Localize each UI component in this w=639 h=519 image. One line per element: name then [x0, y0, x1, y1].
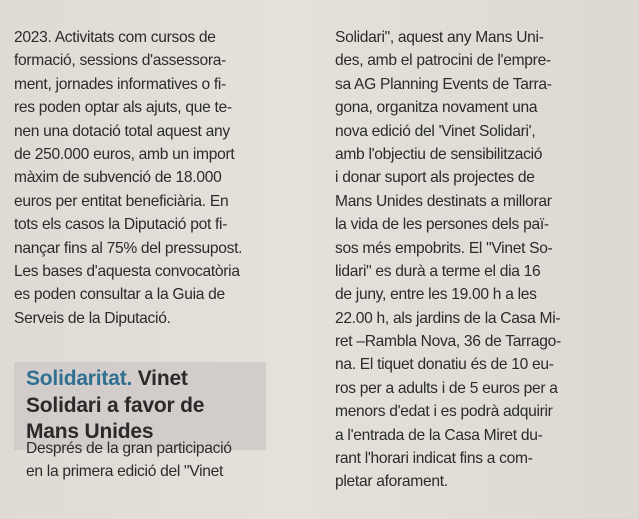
text-line: la vida de les persones dels paï- [335, 216, 549, 234]
article-headline [26, 366, 204, 446]
text-line: nova edició del 'Vinet Solidari', [335, 122, 536, 140]
text-line: ment, jornades informatives o fi- [14, 75, 226, 93]
text-line: màxim de subvenció de 18.000 [14, 169, 222, 187]
right-column-paragraph [335, 26, 631, 494]
headline-line [26, 366, 204, 393]
text-line: na. El tiquet donatiu és de 10 eu- [335, 356, 554, 374]
text-line: pletar aforament. [335, 473, 448, 491]
text-line: Serveis de la Diputació. [14, 309, 171, 327]
text-line: des, amb el patrocini de l'empre- [335, 52, 551, 70]
text-line: Després de la gran participació [26, 440, 232, 457]
headline-line: Solidari a favor de [26, 393, 205, 417]
text-line: ros per a adults i de 5 euros per a [335, 379, 558, 397]
text-line: en la primera edició del "Vinet [26, 463, 224, 481]
text-line: de 250.000 euros, amb un import [14, 145, 235, 163]
text-line: rant l'horari indicat fins a com- [335, 450, 533, 468]
text-line: es poden consultar a la Guia de [14, 286, 225, 304]
text-line: i donar suport als projectes de [335, 169, 535, 187]
text-line: a l'entrada de la Casa Miret du- [335, 426, 543, 444]
text-line: de juny, entre les 19.00 h a les [335, 286, 537, 304]
text-line: 2023. Activitats com cursos de [14, 29, 216, 46]
text-line: euros per entitat beneficiària. En [14, 192, 229, 210]
text-line: Les bases d'aquesta convocatòria [14, 262, 240, 280]
text-line: res poden optar als ajuts, que te- [14, 99, 232, 117]
text-line: lidari" es durà a terme el dia 16 [335, 262, 541, 280]
text-line: Solidari", aquest any Mans Uni- [335, 29, 544, 46]
text-line: 22.00 h, als jardins de la Casa Mi- [335, 309, 561, 327]
headline-text: Vinet [132, 367, 188, 390]
text-line: formació, sessions d'assessora- [14, 52, 227, 70]
text-line: Mans Unides destinats a millorar [335, 192, 552, 210]
text-line: nen una dotació total aquest any [14, 122, 230, 140]
text-line: gona, organitza novament una [335, 99, 538, 117]
article-start [14, 437, 314, 484]
headline-section-label: Solidaritat. [26, 367, 133, 390]
text-line: tots els casos la Diputació pot fi- [14, 216, 228, 234]
text-line: sos més empobrits. El "Vinet So- [335, 239, 553, 257]
text-line: ret –Rambla Nova, 36 de Tarrago- [335, 333, 561, 351]
left-column-paragraph [14, 26, 314, 330]
text-line: menors d'edat i es podrà adquirir [335, 403, 553, 421]
text-line: nançar fins al 75% del pressupost. [14, 239, 243, 257]
headline-line: Mans Unides [26, 420, 154, 443]
text-line: amb l'objectiu de sensibilització [335, 145, 543, 163]
text-line: sa AG Planning Events de Tarra- [335, 75, 552, 93]
